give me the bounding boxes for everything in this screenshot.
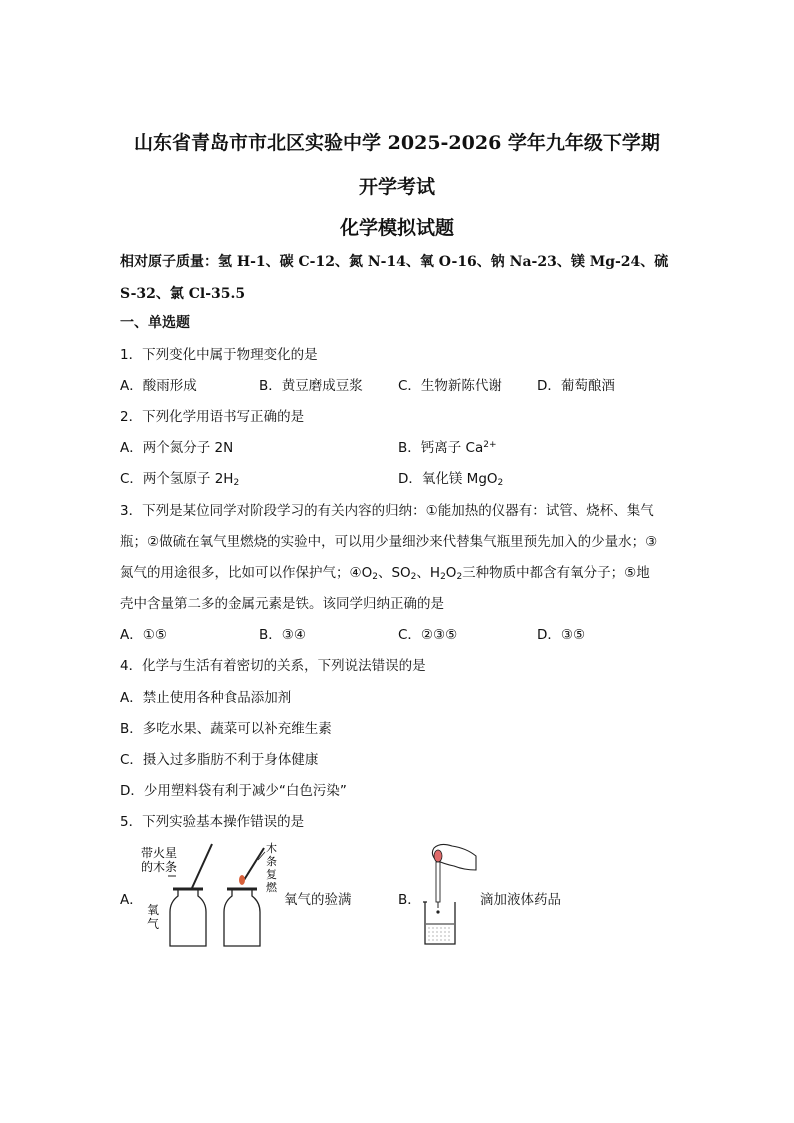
splint-label-2: 的木条 <box>141 860 178 874</box>
splint-1 <box>192 844 212 888</box>
q4-option-c: C．摄入过多脂肪不利于身体健康 <box>120 752 319 768</box>
q1-stem: 1．下列变化中属于物理变化的是 <box>120 347 318 363</box>
q3-line-2: 瓶；②做硫在氧气里燃烧的实验中，可以用少量细沙来代替集气瓶里预先加入的少量水；③ <box>120 534 658 550</box>
splint-label-1: 带火星 <box>141 846 178 860</box>
q5-option-a-label: A． <box>120 892 143 908</box>
dropper-bulb <box>434 850 442 862</box>
reignite-label-3: 复 <box>266 868 277 881</box>
q4-stem: 4．化学与生活有着密切的关系，下列说法错误的是 <box>120 658 426 674</box>
q3-option-a: A．①⑤ <box>120 627 167 643</box>
gas-bottle-1 <box>170 889 206 946</box>
q4-option-d: D．少用塑料袋有利于减少“白色污染” <box>120 783 347 799</box>
q3-option-d: D．③⑤ <box>537 627 586 643</box>
title-line-2: 开学考试 <box>358 176 435 198</box>
q3-option-c: C．②③⑤ <box>398 627 458 643</box>
q2-option-b: B．钙离子 $Ca^{2+}$ <box>398 440 497 456</box>
q5-option-b-label: B． <box>398 892 421 908</box>
q2-option-c: C．两个氢原子 $2H_2$ <box>120 471 240 488</box>
gas-label-2: 气 <box>147 917 160 931</box>
q2-option-a: A．两个氮分子 2N <box>120 440 234 456</box>
q5-option-b-caption: 滴加液体药品 <box>480 892 561 908</box>
gas-label-1: 氧 <box>147 903 160 917</box>
dropper-figure <box>420 840 480 948</box>
dropper-tube <box>436 862 440 902</box>
atomic-mass-line-2: S-32、氯 Cl-35.5 <box>120 286 246 302</box>
section-heading: 一、单选题 <box>120 315 190 331</box>
q1-option-b: B．黄豆磨成豆浆 <box>259 378 363 394</box>
q3-option-b: B．③④ <box>259 627 306 643</box>
gas-bottle-2 <box>224 889 260 946</box>
q2-stem: 2．下列化学用语书写正确的是 <box>120 409 305 425</box>
q5-stem: 5．下列实验基本操作错误的是 <box>120 814 305 830</box>
q4-option-a: A．禁止使用各种食品添加剂 <box>120 690 292 706</box>
splint-2 <box>244 848 264 880</box>
title-line-3: 化学模拟试题 <box>339 217 454 239</box>
q1-option-c: C．生物新陈代谢 <box>398 378 502 394</box>
reignite-label-2: 条 <box>266 855 277 868</box>
atomic-mass-line-1: 相对原子质量：氢 H-1、碳 C-12、氮 N-14、氧 O-16、钠 Na-23、镁 Mg-24、硫 <box>120 254 669 270</box>
q1-option-a: A．酸雨形成 <box>120 378 197 394</box>
q2-option-d: D．氧化镁 MgO$_2$ <box>398 471 504 488</box>
q3-line-1: 3．下列是某位同学对阶段学习的有关内容的归纳：①能加热的仪器有：试管、烧杯、集气 <box>120 503 654 519</box>
q3-line-4: 壳中含量第二多的金属元素是铁。该同学归纳正确的是 <box>120 596 444 612</box>
q4-option-b: B．多吃水果、蔬菜可以补充维生素 <box>120 721 332 737</box>
title-line-1: 山东省青岛市市北区实验中学 2025-2026 学年九年级下学期 <box>134 132 660 154</box>
q5-option-a-caption: 氧气的验满 <box>284 892 352 908</box>
q1-option-d: D．葡萄酿酒 <box>537 378 615 394</box>
reignite-label-4: 燃 <box>266 881 277 894</box>
reignite-label-1: 木 <box>266 842 277 855</box>
flame-icon <box>239 875 245 885</box>
oxygen-test-figure <box>140 838 285 953</box>
drop-icon <box>436 910 439 913</box>
q3-line-3: 氮气的用途很多，比如可以作保护气；$④O_2$、$SO_2$、$H_2O_2$三种物质中都含有氧分子；⑤地 <box>120 565 650 582</box>
